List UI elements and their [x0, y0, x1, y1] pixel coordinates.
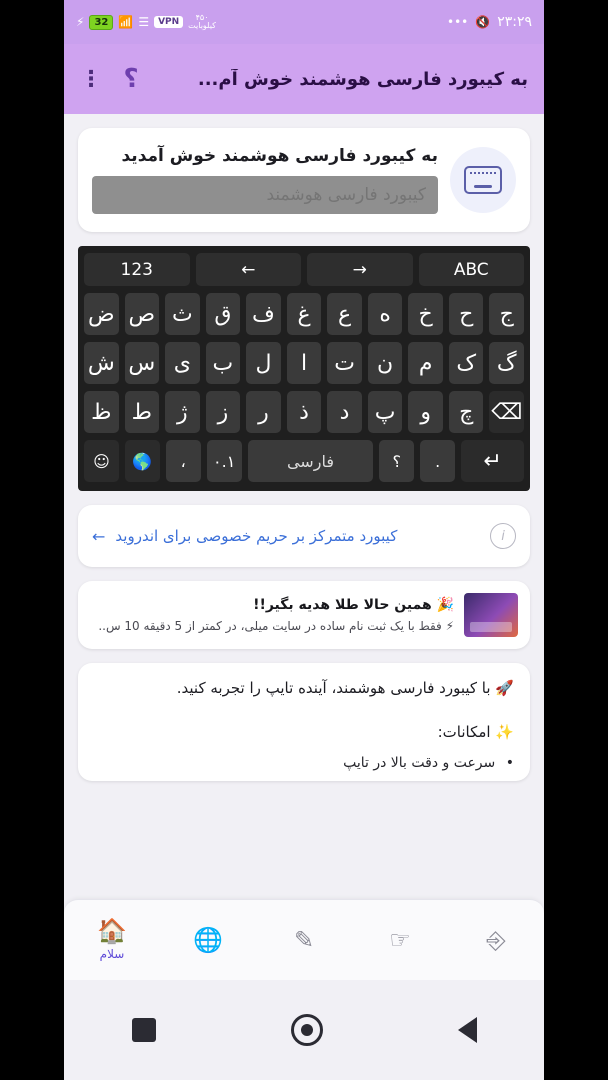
key-zhe[interactable]: ژ: [165, 391, 200, 433]
key-gaf[interactable]: گ: [489, 342, 524, 384]
bottom-nav: [64, 899, 544, 980]
globe-icon[interactable]: 🌎: [125, 440, 160, 482]
feature-label: سرعت و دقت بالا در تایپ: [343, 755, 496, 771]
vpn-badge: VPN: [154, 16, 183, 28]
status-bar-right: [447, 14, 532, 30]
status-clock: ۲۳:۲۹: [497, 14, 532, 30]
key-re[interactable]: ر: [246, 391, 281, 433]
key-kaf[interactable]: ک: [449, 342, 484, 384]
key-hhe[interactable]: ح: [449, 293, 484, 335]
welcome-text: [92, 146, 438, 214]
key-ghein[interactable]: غ: [287, 293, 322, 335]
key-sin[interactable]: س: [125, 342, 160, 384]
key-ye[interactable]: ی: [165, 342, 200, 384]
pen-icon: ✎: [293, 926, 315, 954]
key-abc[interactable]: ABC: [419, 253, 525, 286]
mute-icon: 🔇: [475, 15, 491, 29]
nav-item-language[interactable]: [173, 928, 243, 952]
nav-item-keyboard[interactable]: [461, 928, 531, 952]
nav-item-home[interactable]: [77, 919, 147, 961]
app-bar: [64, 44, 544, 114]
nav-item-gestures[interactable]: [365, 928, 435, 952]
data-speed-unit: کیلوبایت: [188, 21, 216, 30]
keyboard-row-2: [84, 342, 524, 384]
page-title: به کیبورد فارسی هوشمند خوش آم...: [197, 68, 528, 90]
bullet-icon: •: [505, 755, 514, 771]
arrow-left-icon: ←: [92, 526, 106, 546]
key-sad[interactable]: ص: [125, 293, 160, 335]
key-alef[interactable]: ا: [287, 342, 322, 384]
key-question[interactable]: ؟: [379, 440, 414, 482]
key-te[interactable]: ت: [327, 342, 362, 384]
keyboard-icon: ⎆: [486, 926, 506, 954]
data-speed: [188, 14, 216, 31]
key-pe[interactable]: پ: [368, 391, 403, 433]
home-icon: 🏠: [97, 917, 127, 945]
keyboard-preview[interactable]: [78, 246, 530, 491]
wifi-icon: 📶: [118, 15, 134, 29]
status-bar: [64, 0, 544, 44]
key-he[interactable]: ه: [368, 293, 403, 335]
key-jim[interactable]: ج: [489, 293, 524, 335]
key-nun[interactable]: ن: [368, 342, 403, 384]
system-navigation-bar: [64, 980, 544, 1080]
nav-item-label: سلام: [99, 947, 125, 961]
features-heading: 🚀 با کیبورد فارسی هوشمند، آینده تایپ را تجربه کنید.: [176, 679, 514, 697]
key-se[interactable]: ث: [165, 293, 200, 335]
promo-subtitle: ⚡ فقط با یک ثبت نام ساده در سایت میلی، در کمتر از 5 دقیقه 10 س..: [98, 619, 454, 633]
nav-item-theme[interactable]: [269, 928, 339, 952]
keyboard-row-1: [84, 293, 524, 335]
key-shin[interactable]: ش: [84, 342, 119, 384]
backspace-icon[interactable]: ⌫: [489, 391, 524, 433]
promo-thumbnail: [464, 593, 518, 637]
promo-card[interactable]: [78, 581, 530, 649]
promo-title: 🎉 همین حالا طلا هدیه بگیر!!: [253, 597, 454, 613]
hand-icon: ☞: [389, 926, 411, 954]
privacy-link-text[interactable]: کیبورد متمرکز بر حریم خصوصی برای اندروید: [115, 527, 398, 545]
features-card: [78, 663, 530, 781]
key-che[interactable]: چ: [449, 391, 484, 433]
key-arrow-right[interactable]: →: [307, 253, 413, 286]
key-be[interactable]: ب: [206, 342, 241, 384]
key-ghaf[interactable]: ق: [206, 293, 241, 335]
recents-button[interactable]: [132, 1018, 156, 1042]
signal-icon: ☰: [138, 15, 150, 29]
keyboard-row-4: [84, 440, 524, 482]
phone-screen: [64, 0, 544, 1080]
welcome-title: به کیبورد فارسی هوشمند خوش آمدید: [121, 146, 438, 166]
more-dots-icon: •••: [447, 15, 469, 29]
key-vav[interactable]: و: [408, 391, 443, 433]
list-item: [94, 755, 514, 771]
key-zad[interactable]: ض: [84, 293, 119, 335]
privacy-link-row[interactable]: [78, 505, 530, 567]
keyboard-icon: [450, 147, 516, 213]
key-khe[interactable]: خ: [408, 293, 443, 335]
key-123[interactable]: 123: [84, 253, 190, 286]
key-ta[interactable]: ط: [125, 391, 160, 433]
scroll-content[interactable]: [64, 114, 544, 980]
key-dal[interactable]: د: [327, 391, 362, 433]
key-ze[interactable]: ز: [206, 391, 241, 433]
overflow-menu-icon[interactable]: ⋮: [80, 66, 102, 92]
keyboard-top-row: [84, 253, 524, 286]
key-ein[interactable]: ع: [327, 293, 362, 335]
bolt-icon: ⚡: [76, 15, 85, 29]
welcome-card: [78, 128, 530, 232]
info-icon: i: [490, 523, 516, 549]
key-space[interactable]: فارسی: [248, 440, 374, 482]
key-lam[interactable]: ل: [246, 342, 281, 384]
key-period[interactable]: .: [420, 440, 455, 482]
back-button[interactable]: [458, 1017, 477, 1043]
promo-text: [90, 597, 454, 633]
key-fe[interactable]: ف: [246, 293, 281, 335]
status-bar-left: [76, 14, 216, 31]
home-button[interactable]: [291, 1014, 323, 1046]
key-za[interactable]: ظ: [84, 391, 119, 433]
key-numbers[interactable]: ٠.١: [207, 440, 242, 482]
keyboard-row-3: [84, 391, 524, 433]
data-speed-value: ۴۵٠: [195, 12, 209, 22]
enter-icon[interactable]: ↵: [461, 440, 524, 482]
key-zal[interactable]: ذ: [287, 391, 322, 433]
globe-icon: 🌐: [193, 926, 223, 954]
key-mim[interactable]: م: [408, 342, 443, 384]
privacy-card[interactable]: [78, 505, 530, 567]
key-arrow-left[interactable]: ←: [196, 253, 302, 286]
battery-badge: 32: [89, 15, 113, 30]
features-subheading: ✨ امکانات:: [437, 723, 514, 741]
emoji-icon[interactable]: ☺: [84, 440, 119, 482]
key-comma[interactable]: ،: [166, 440, 201, 482]
help-icon[interactable]: ؟: [123, 64, 139, 94]
test-typing-input[interactable]: [92, 176, 438, 214]
